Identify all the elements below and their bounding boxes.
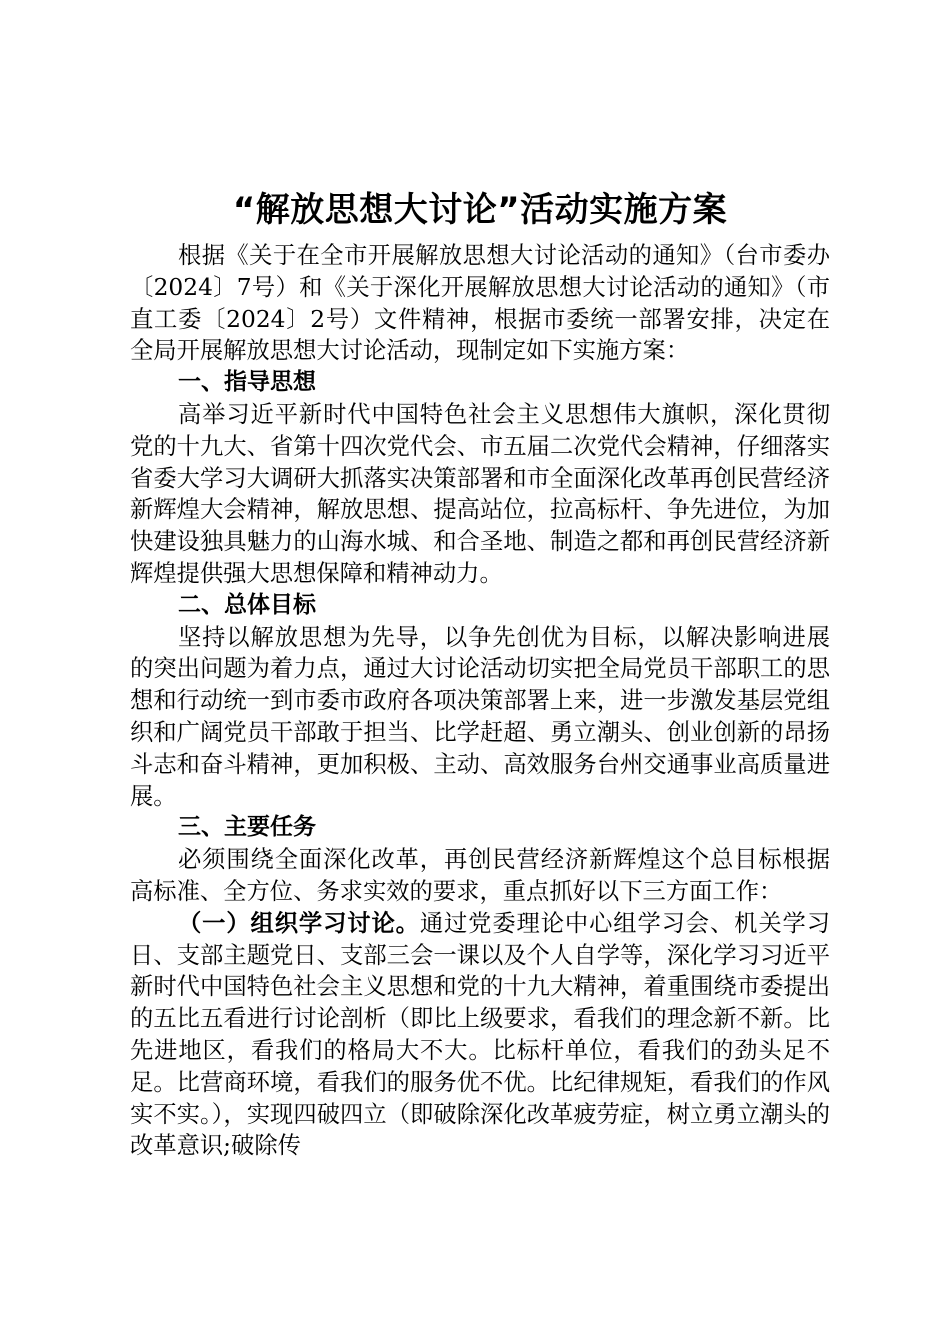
section-heading-guiding-ideology: 一、指导思想 bbox=[178, 369, 316, 396]
section-body-guiding-ideology: 高举习近平新时代中国特色社会主义思想伟大旗帜，深化贯彻党的十九大、省第十四次党代会、市五届二次党代会精神，仔细落实省委大学习大调研大抓落实决策部署和市全面深化改革再创民营经济新辉煌大会精神，解放思想、提高站位，拉高标杆、争先进位，为加快建设独具魅力的山海水城、和合圣地、制造之都和再创民营经济新辉煌提供强大思想保障和精神动力。 bbox=[130, 400, 830, 587]
intro-paragraph: 根据《关于在全市开展解放思想大讨论活动的通知》（台市委办〔2024〕7号）和《关于深化开展解放思想大讨论活动的通知》（市直工委〔2024〕2号）文件精神，根据市委统一部署安排，决定在全局开展解放思想大讨论活动，现制定如下实施方案： bbox=[130, 242, 830, 365]
task-1-lead: （一）组织学习讨论。 bbox=[178, 909, 420, 937]
section-heading-main-tasks: 三、主要任务 bbox=[178, 814, 316, 841]
document-page bbox=[130, 182, 830, 1162]
section-body-main-tasks: 必须围绕全面深化改革，再创民营经济新辉煌这个总目标根据高标准、全方位、务求实效的要求，重点抓好以下三方面工作： bbox=[130, 846, 830, 905]
task-1-body: 通过党委理论中心组学习会、机关学习日、支部主题党日、支部三会一课以及个人自学等，深化学习习近平新时代中国特色社会主义思想和党的十九大精神，着重围绕市委提出的五比五看进行讨论剖析（即比上级要求，看我们的理念新不新。比先进地区，看我们的格局大不大。比标杆单位，看我们的劲头足不足。比营商环境，看我们的服务优不优。比纪律规矩，看我们的作风实不实。），实现四破四立（即破除深化改革疲劳症，树立勇立潮头的改革意识;破除传 bbox=[130, 909, 831, 1160]
task-1-paragraph bbox=[130, 908, 830, 1162]
section-body-overall-goal: 坚持以解放思想为先导，以争先创优为目标，以解决影响进展的突出问题为着力点，通过大讨论活动切实把全局党员干部职工的思想和行动统一到市委市政府各项决策部署上来，进一步激发基层党组织和广阔党员干部敢于担当、比学赶超、勇立潮头、创业创新的昂扬斗志和奋斗精神，更加积极、主动、高效服务台州交通事业高质量进展。 bbox=[130, 623, 830, 810]
section-heading-overall-goal: 二、总体目标 bbox=[178, 591, 316, 618]
document-title: “解放思想大讨论”活动实施方案 bbox=[232, 190, 728, 230]
